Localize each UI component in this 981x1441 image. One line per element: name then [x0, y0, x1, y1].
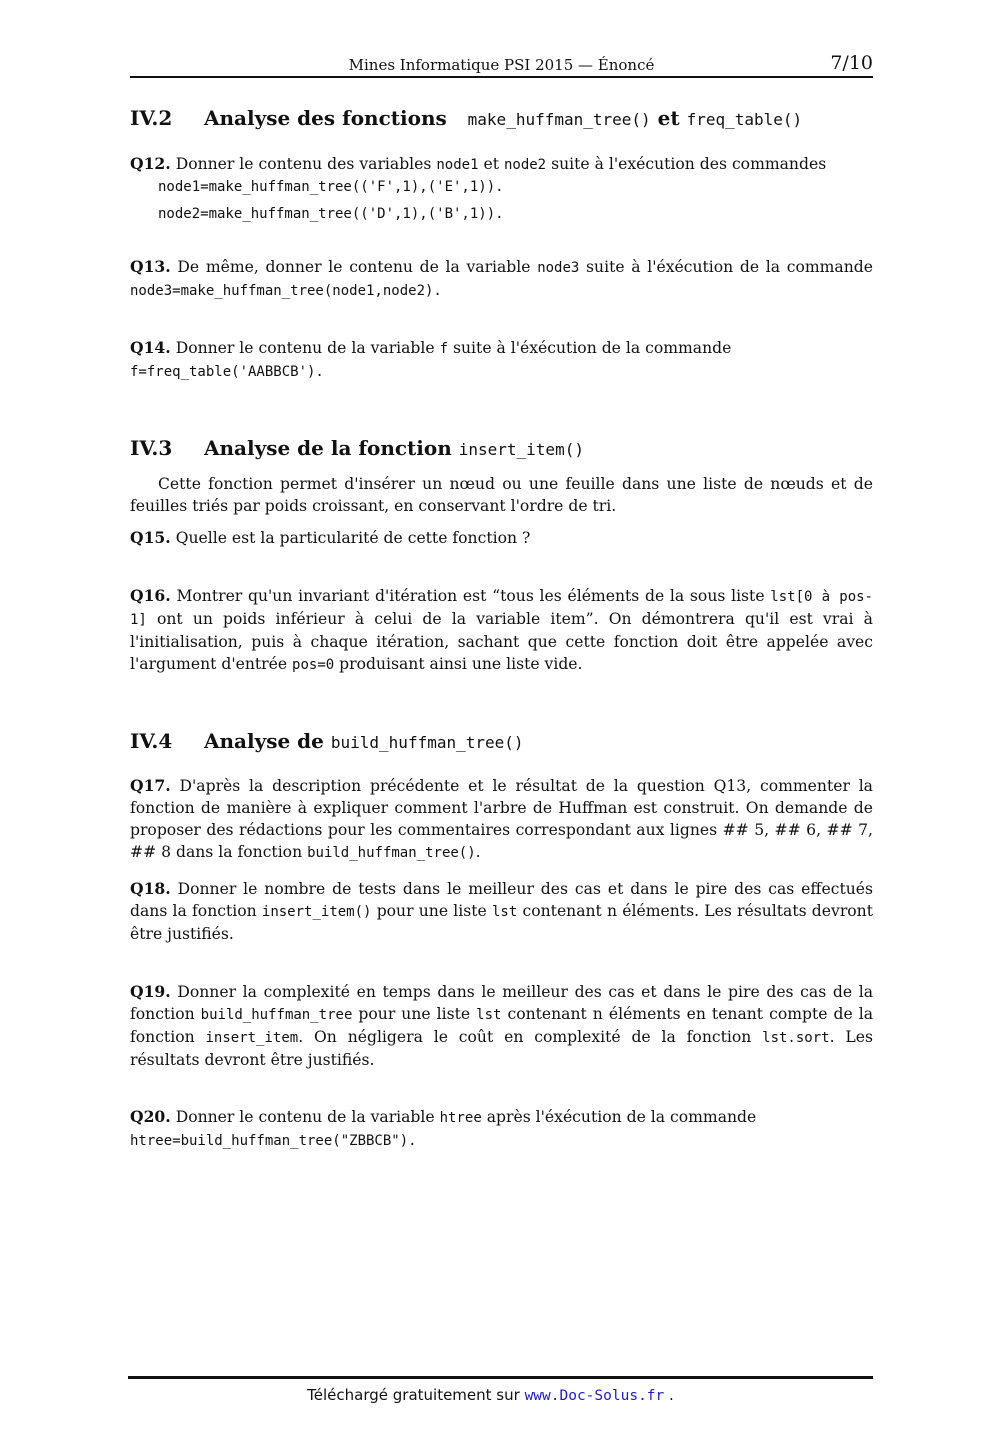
question-text: suite à l'exécution des commandes	[551, 155, 827, 173]
question-label: Q13.	[130, 257, 171, 276]
question-text: . Les résultats devront être justifiés.	[130, 1028, 873, 1069]
question-label: Q14.	[130, 338, 171, 357]
section-code: freq_table()	[686, 110, 803, 129]
section-number: IV.2	[130, 106, 173, 130]
inline-code: pos=0	[292, 657, 335, 673]
section-title: Analyse de	[204, 729, 324, 753]
section-heading-iv2	[130, 106, 802, 130]
inline-code: f=freq_table('AABBCB').	[130, 364, 324, 380]
question-q20	[130, 1106, 873, 1152]
question-label: Q20.	[130, 1107, 171, 1126]
page-number: 7/10	[830, 52, 873, 74]
inline-code: node3	[537, 260, 580, 276]
question-label: Q12.	[130, 154, 171, 173]
inline-code: htree=build_huffman_tree("ZBBCB").	[130, 1133, 417, 1149]
inline-code: build_huffman_tree()	[307, 845, 476, 861]
question-label: Q18.	[130, 879, 171, 898]
question-text: ont un poids inférieur à celui de la variable item”. On démontrera qu'il est vrai à l'initialisation, puis à chaque itération, sachant que cette fonction doit être appelée avec l'argument d'entrée	[130, 610, 873, 673]
section-code: build_huffman_tree()	[330, 733, 524, 752]
page-footer	[0, 1386, 981, 1404]
section-heading-iv4	[130, 729, 524, 753]
code-line: node2=make_huffman_tree(('D',1),('B',1)).	[158, 206, 504, 222]
page-header	[130, 54, 873, 78]
question-text: .	[475, 843, 481, 861]
inline-code: lst	[492, 904, 518, 920]
inline-code: insert_item	[205, 1030, 299, 1046]
inline-code: node1	[436, 157, 479, 173]
question-text: . On négligera le coût en complexité de la fonction	[298, 1028, 752, 1046]
question-text: Quelle est la particularité de cette fonction ?	[175, 529, 531, 547]
question-text: contenant n éléments en tenant compte de la fonction	[130, 1005, 874, 1046]
question-text: D'après la description précédente et le résultat de la question Q13, commenter la fonction de manière à expliquer comment l'arbre de Huffman est construit. On demande de proposer des rédactions pour les commentaires correspondant aux lignes ## 5, ## 6, ## 7, ## 8 dans la fonction	[130, 777, 873, 861]
footer-end: .	[669, 1386, 674, 1404]
question-q16	[130, 585, 873, 676]
question-q19	[130, 981, 873, 1071]
question-text: contenant n éléments. Les résultats devront être justifiés.	[130, 902, 873, 943]
question-q13	[130, 256, 873, 302]
inline-code: lst[0 à pos-1]	[130, 589, 873, 628]
question-text: Donner le contenu de la variable	[175, 339, 435, 357]
section-code: insert_item()	[458, 440, 584, 459]
question-q17	[130, 775, 873, 864]
section-heading-iv3	[130, 436, 584, 460]
section-number: IV.4	[130, 729, 173, 753]
question-label: Q19.	[130, 982, 171, 1001]
question-text: Donner la complexité en temps dans le meilleur des cas et dans le pire des cas de la fonction	[130, 983, 873, 1023]
inline-code: f	[439, 341, 449, 357]
section-title: Analyse de la fonction	[204, 436, 452, 460]
question-text: suite à l'éxécution de la commande	[453, 339, 732, 357]
question-text: suite à l'éxécution de la commande	[586, 258, 873, 276]
question-label: Q16.	[130, 586, 171, 605]
inline-code: lst	[476, 1007, 502, 1023]
question-text: pour une liste	[358, 1005, 471, 1023]
question-text: produisant ainsi une liste vide.	[339, 655, 583, 673]
question-text: Donner le contenu des variables	[175, 155, 432, 173]
footer-text: Téléchargé gratuitement sur	[307, 1386, 520, 1404]
question-q18	[130, 878, 873, 945]
question-q15	[130, 527, 873, 549]
inline-code: node2	[503, 157, 547, 173]
question-text: Montrer qu'un invariant d'itération est “tous les éléments de la sous liste	[176, 587, 765, 605]
question-label: Q15.	[130, 528, 171, 547]
section-and: et	[657, 106, 680, 130]
question-q12	[130, 153, 873, 225]
question-label: Q17.	[130, 776, 171, 795]
footer-divider	[128, 1376, 873, 1379]
question-text: après l'éxécution de la commande	[486, 1108, 757, 1126]
section-number: IV.3	[130, 436, 173, 460]
question-text: et	[483, 155, 499, 173]
inline-code: lst.sort	[762, 1030, 830, 1046]
question-text: De même, donner le contenu de la variable	[177, 258, 531, 276]
inline-code: insert_item()	[261, 904, 372, 920]
section-intro: Cette fonction permet d'insérer un nœud ou une feuille dans une liste de nœuds et de feuilles triés par poids croissant, en conservant l'ordre de tri.	[130, 475, 873, 515]
code-line: node1=make_huffman_tree(('F',1),('E',1)).	[158, 179, 504, 195]
header-title: Mines Informatique PSI 2015 — Énoncé	[348, 56, 655, 74]
question-text: pour une liste	[376, 902, 487, 920]
question-q14	[130, 337, 873, 383]
section-code: make_huffman_tree()	[467, 110, 651, 129]
inline-code: build_huffman_tree	[200, 1007, 353, 1023]
question-text: Donner le nombre de tests dans le meilleur des cas et dans le pire des cas effectués dans la fonction	[130, 880, 873, 920]
inline-code: htree	[439, 1110, 482, 1126]
section-title: Analyse des fonctions	[204, 106, 447, 130]
inline-code: node3=make_huffman_tree(node1,node2).	[130, 283, 442, 299]
footer-link[interactable]: www.Doc-Solus.fr	[524, 1388, 665, 1404]
question-text: Donner le contenu de la variable	[175, 1108, 435, 1126]
